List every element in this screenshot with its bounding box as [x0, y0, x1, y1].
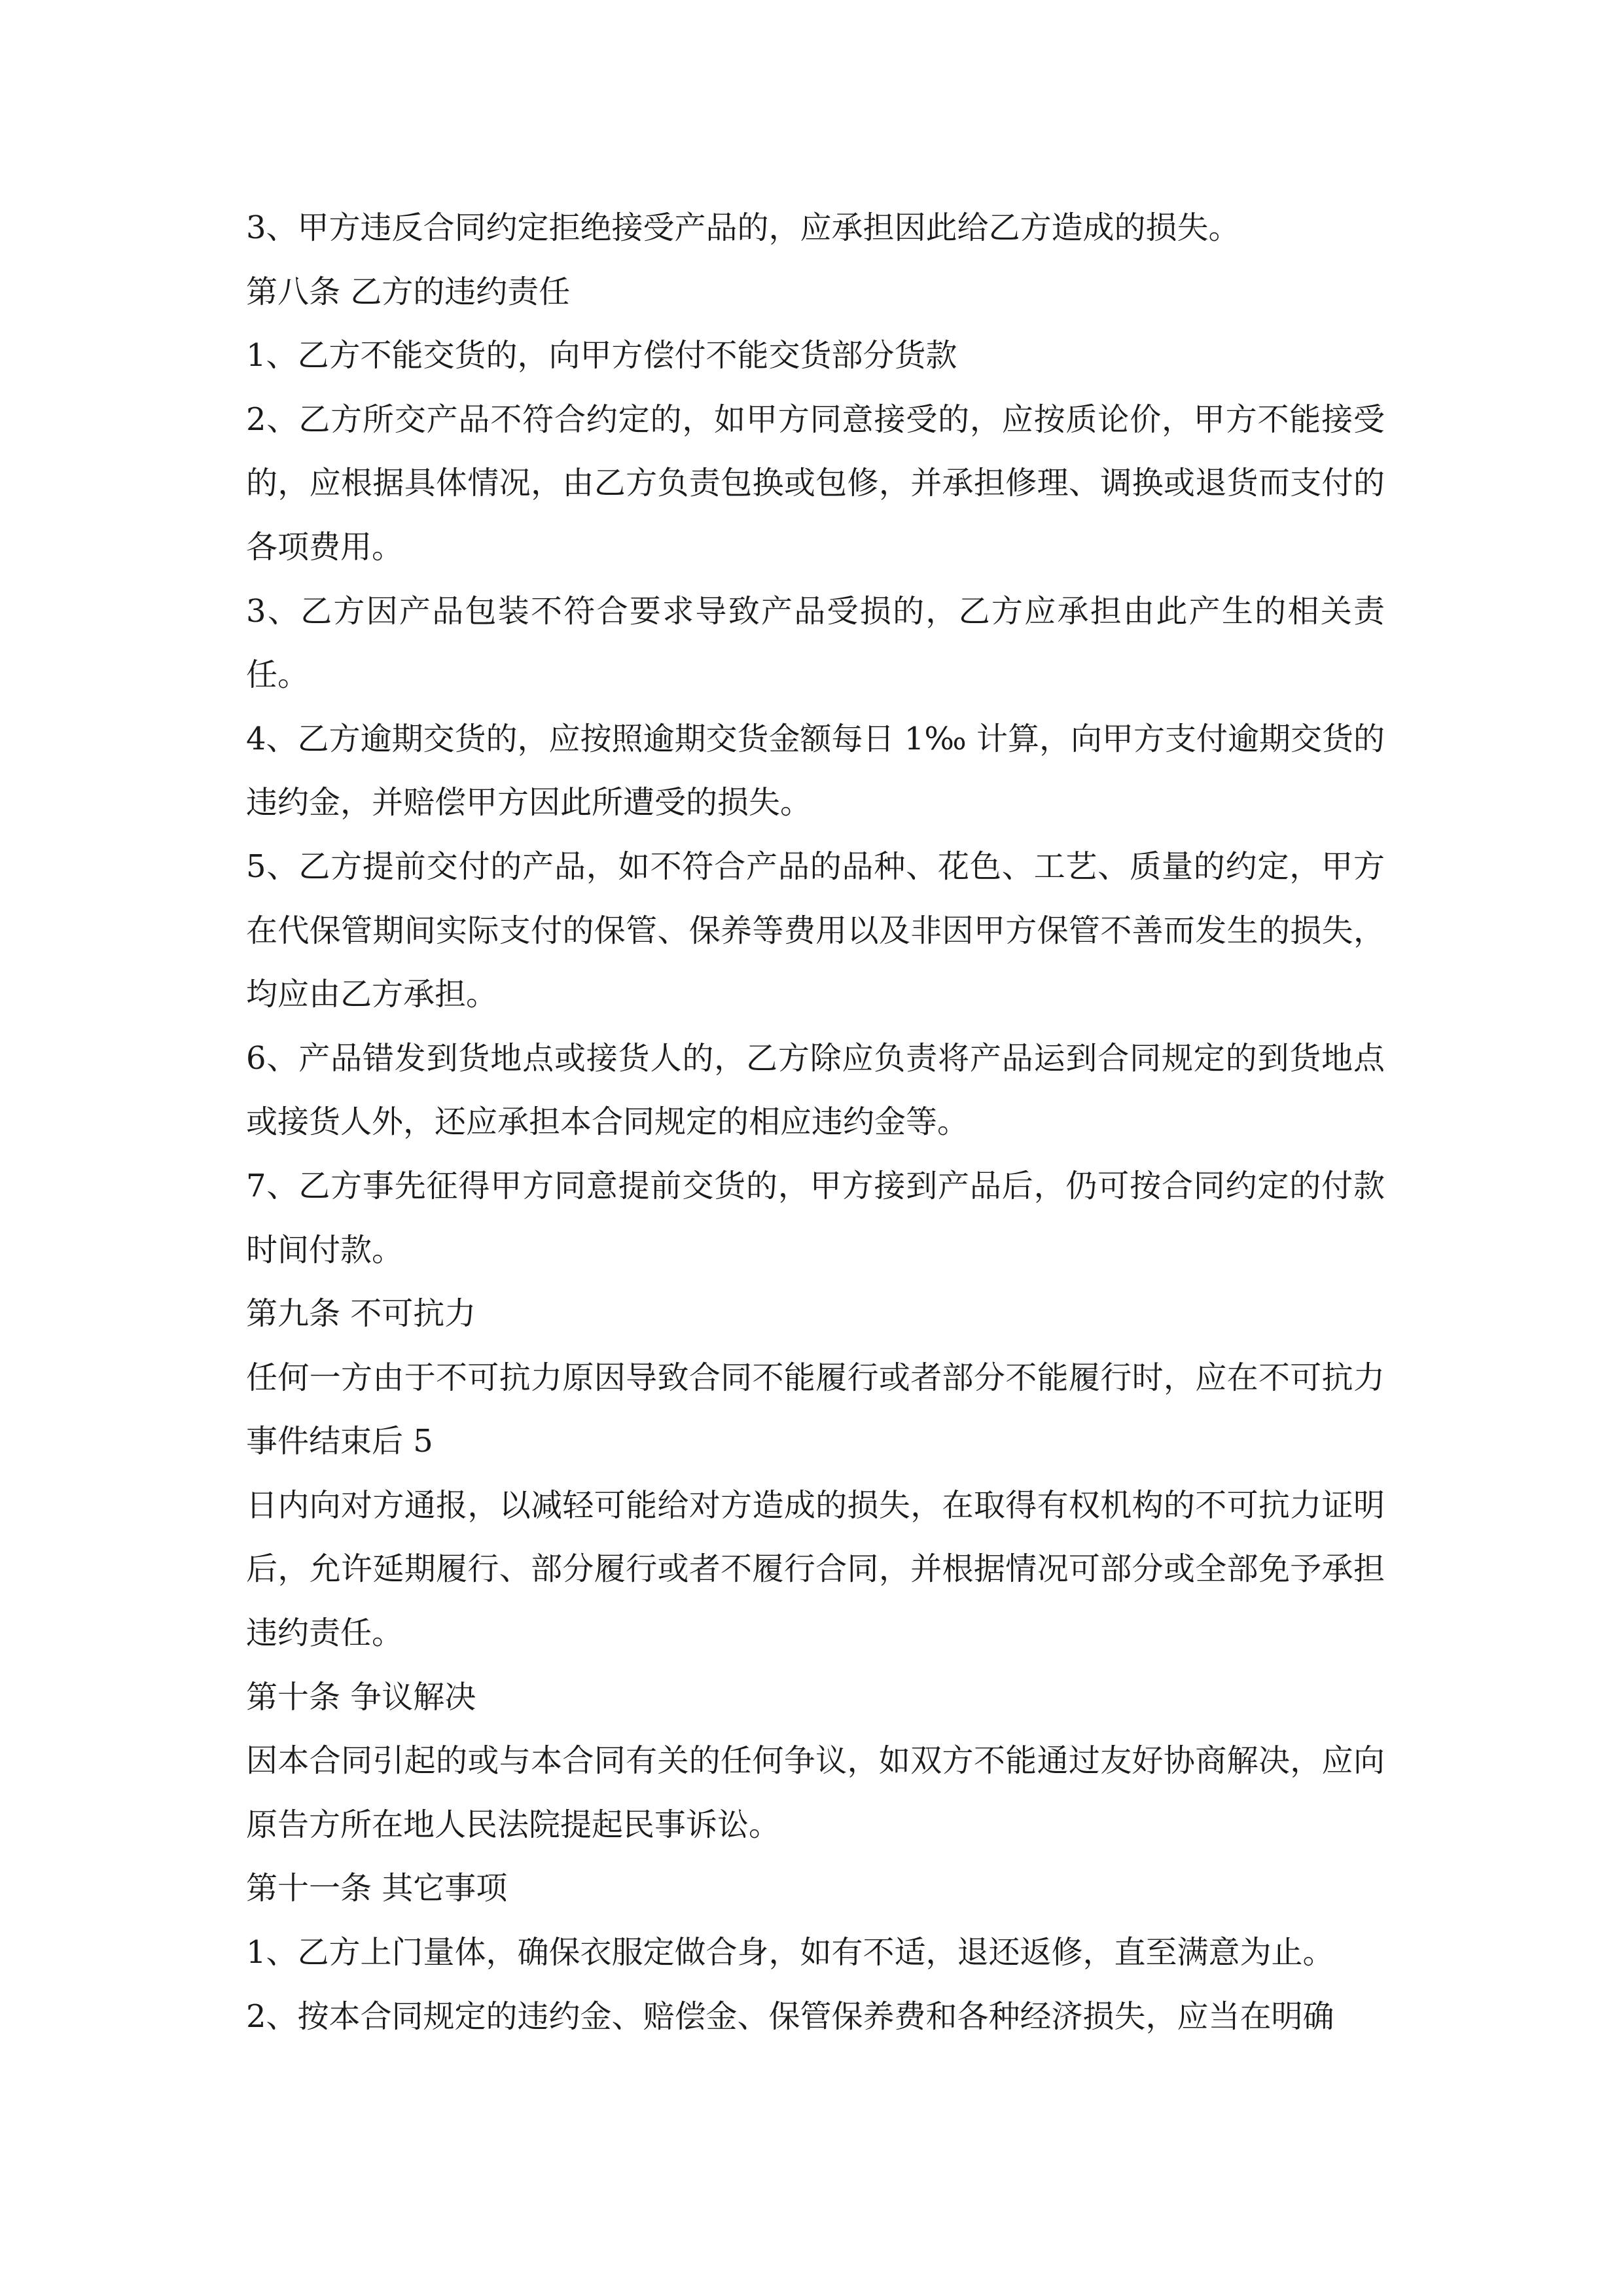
- paragraph-clause-8-item-2: 2、乙方所交产品不符合约定的，如甲方同意接受的，应按质论价，甲方不能接受的，应根据具体情况，由乙方负责包换或包修，并承担修理、调换或退货而支付的各项费用。: [246, 401, 1385, 565]
- paragraph-clause-7-item-3: 3、甲方违反合同约定拒绝接受产品的，应承担因此给乙方造成的损失。: [246, 209, 1240, 246]
- paragraph-clause-11-item-2: 2、按本合同规定的违约金、赔偿金、保管保养费和各种经济损失，应当在明确: [246, 1998, 1334, 2035]
- paragraph-clause-8-item-7: 7、乙方事先征得甲方同意提前交货的，甲方接到产品后，仍可按合同约定的付款时间付款。: [246, 1167, 1385, 1268]
- paragraph-force-majeure-part-1: 任何一方由于不可抗力原因导致合同不能履行或者部分不能履行时，应在不可抗力事件结束后 5: [246, 1359, 1385, 1460]
- document-body: [246, 196, 1385, 2049]
- paragraph-force-majeure-part-2: 日内向对方通报，以减轻可能给对方造成的损失，在取得有权机构的不可抗力证明后，允许延期履行、部分履行或者不履行合同，并根据情况可部分或全部免予承担违约责任。: [246, 1486, 1385, 1652]
- paragraph-clause-11-item-1: 1、乙方上门量体，确保衣服定做合身，如有不适，退还返修，直至满意为止。: [246, 1934, 1334, 1971]
- heading-article-8: 第八条 乙方的违约责任: [246, 273, 571, 310]
- heading-article-10: 第十条 争议解决: [246, 1678, 476, 1715]
- heading-article-11: 第十一条 其它事项: [246, 1870, 508, 1907]
- paragraph-dispute-resolution: 因本合同引起的或与本合同有关的任何争议，如双方不能通过友好协商解决，应向原告方所在地人民法院提起民事诉讼。: [246, 1742, 1385, 1843]
- paragraph-clause-8-item-6: 6、产品错发到货地点或接货人的，乙方除应负责将产品运到合同规定的到货地点或接货人外，还应承担本合同规定的相应违约金等。: [246, 1039, 1385, 1141]
- paragraph-clause-8-item-4: 4、乙方逾期交货的，应按照逾期交货金额每日 1‰ 计算，向甲方支付逾期交货的违约金，并赔偿甲方因此所遭受的损失。: [246, 720, 1385, 821]
- paragraph-clause-8-item-3: 3、乙方因产品包装不符合要求导致产品受损的，乙方应承担由此产生的相关责任。: [246, 592, 1385, 694]
- paragraph-clause-8-item-5: 5、乙方提前交付的产品，如不符合产品的品种、花色、工艺、质量的约定，甲方在代保管期间实际支付的保管、保养等费用以及非因甲方保管不善而发生的损失，均应由乙方承担。: [246, 848, 1385, 1013]
- paragraph-clause-8-item-1: 1、乙方不能交货的，向甲方偿付不能交货部分货款: [246, 337, 957, 374]
- heading-article-9: 第九条 不可抗力: [246, 1295, 476, 1333]
